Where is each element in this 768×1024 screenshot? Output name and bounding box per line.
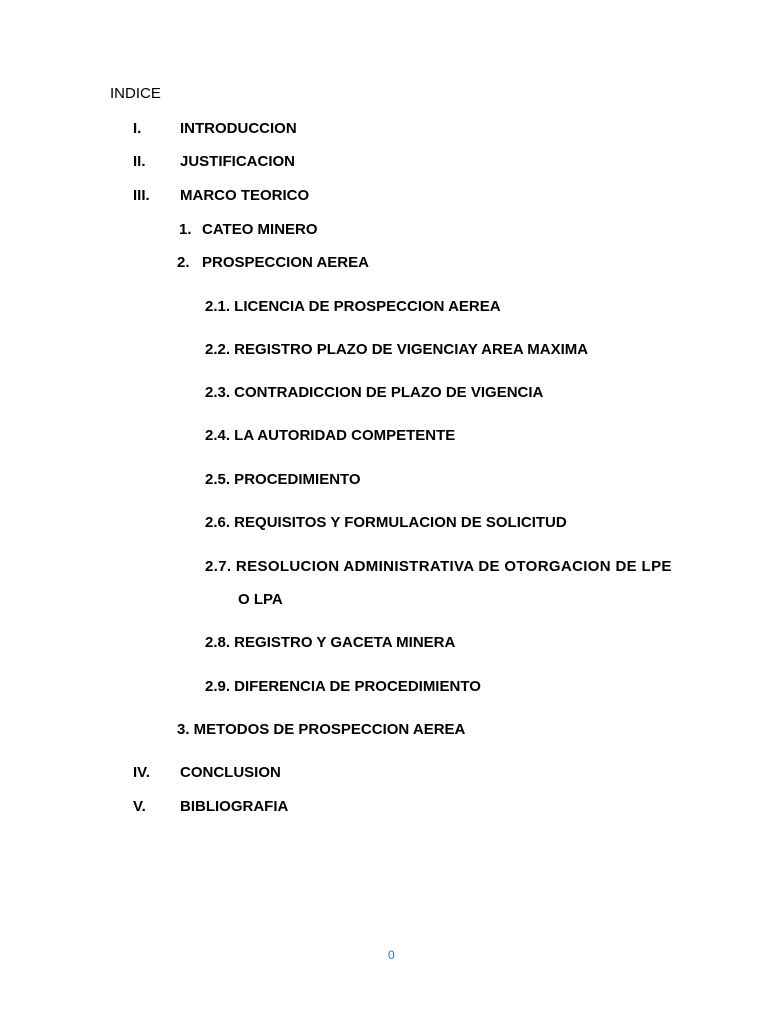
toc-entry-2-3[interactable]: 2.3. CONTRADICCION DE PLAZO DE VIGENCIA bbox=[205, 384, 544, 401]
toc-entry-2-1[interactable]: 2.1. LICENCIA DE PROSPECCION AEREA bbox=[205, 298, 501, 315]
toc-label: PROSPECCION AEREA bbox=[202, 254, 369, 271]
toc-number: I. bbox=[133, 120, 142, 137]
toc-entry-2-5[interactable]: 2.5. PROCEDIMIENTO bbox=[205, 471, 361, 488]
toc-label: BIBLIOGRAFIA bbox=[180, 798, 289, 815]
toc-number: IV. bbox=[133, 764, 150, 781]
toc-label: JUSTIFICACION bbox=[180, 153, 296, 170]
toc-label: CATEO MINERO bbox=[202, 221, 318, 238]
toc-label: INTRODUCCION bbox=[180, 120, 297, 137]
toc-entry-2-8[interactable]: 2.8. REGISTRO Y GACETA MINERA bbox=[205, 634, 456, 651]
toc-entry-2-2[interactable]: 2.2. REGISTRO PLAZO DE VIGENCIAY AREA MAXIMA bbox=[205, 341, 589, 358]
toc-entry-metodos-prospeccion[interactable]: 3. METODOS DE PROSPECCION AEREA bbox=[177, 721, 466, 738]
toc-number: V. bbox=[133, 798, 146, 815]
index-title: INDICE bbox=[110, 85, 161, 102]
toc-entry-2-7[interactable]: 2.7. RESOLUCION ADMINISTRATIVA DE OTORGACION DE LPE bbox=[205, 558, 672, 575]
toc-number: 1. bbox=[179, 221, 192, 238]
toc-entry-2-7-continuation[interactable]: O LPA bbox=[238, 591, 283, 608]
page-number: 0 bbox=[388, 948, 395, 962]
toc-number: III. bbox=[133, 187, 150, 204]
toc-label: CONCLUSION bbox=[180, 764, 281, 781]
toc-label: MARCO TEORICO bbox=[180, 187, 310, 204]
toc-number: II. bbox=[133, 153, 146, 170]
toc-number: 2. bbox=[177, 254, 190, 271]
toc-entry-2-9[interactable]: 2.9. DIFERENCIA DE PROCEDIMIENTO bbox=[205, 678, 481, 695]
toc-entry-2-6[interactable]: 2.6. REQUISITOS Y FORMULACION DE SOLICITUD bbox=[205, 514, 567, 531]
toc-entry-2-4[interactable]: 2.4. LA AUTORIDAD COMPETENTE bbox=[205, 427, 456, 444]
